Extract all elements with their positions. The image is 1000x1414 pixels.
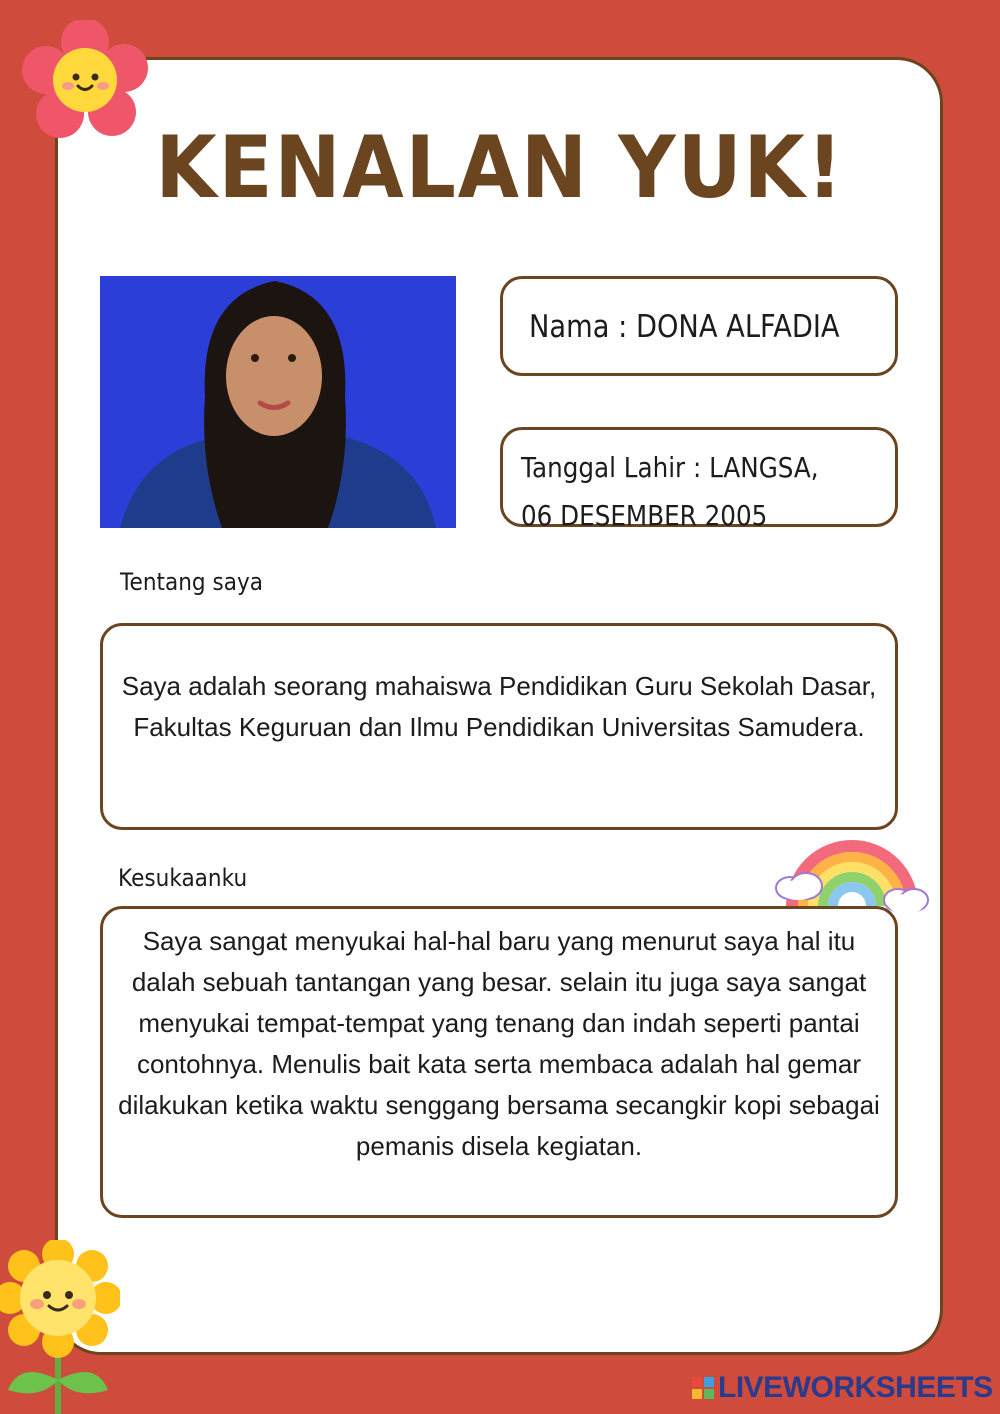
name-field	[500, 276, 898, 376]
profile-photo	[100, 276, 456, 528]
birth-line-2: 06 DESEMBER 2005	[521, 499, 768, 532]
liveworksheets-logo-icon	[692, 1377, 714, 1399]
about-text-box: Saya adalah seorang mahaiswa Pendidikan Guru Sekolah Dasar, Fakultas Keguruan dan Ilmu Pendidikan Universitas Samudera.	[100, 623, 898, 830]
birth-text	[521, 444, 819, 540]
watermark-text: LIVEWORKSHEETS	[718, 1371, 993, 1404]
liveworksheets-watermark	[692, 1371, 993, 1405]
likes-text-box: Saya sangat menyukai hal-hal baru yang menurut saya hal itu dalah sebuah tantangan yang besar. selain itu juga saya sangat menyukai tempat-tempat yang tenang dan indah seperti pantai contohnya. Menulis bait kata serta membaca adalah hal gemar dilakukan ketika waktu senggang bersama secangkir kopi sebagai pemanis disela kegiatan.	[100, 906, 898, 1218]
sunflower-icon	[0, 1240, 120, 1414]
name-text: Nama : DONA ALFADIA	[529, 309, 840, 345]
birth-field	[500, 427, 898, 532]
likes-label: Kesukaanku	[118, 864, 248, 892]
birth-line-1: Tanggal Lahir : LANGSA,	[521, 451, 819, 484]
page-title: KENALAN YUK!	[155, 118, 845, 218]
about-label: Tentang saya	[120, 568, 263, 596]
